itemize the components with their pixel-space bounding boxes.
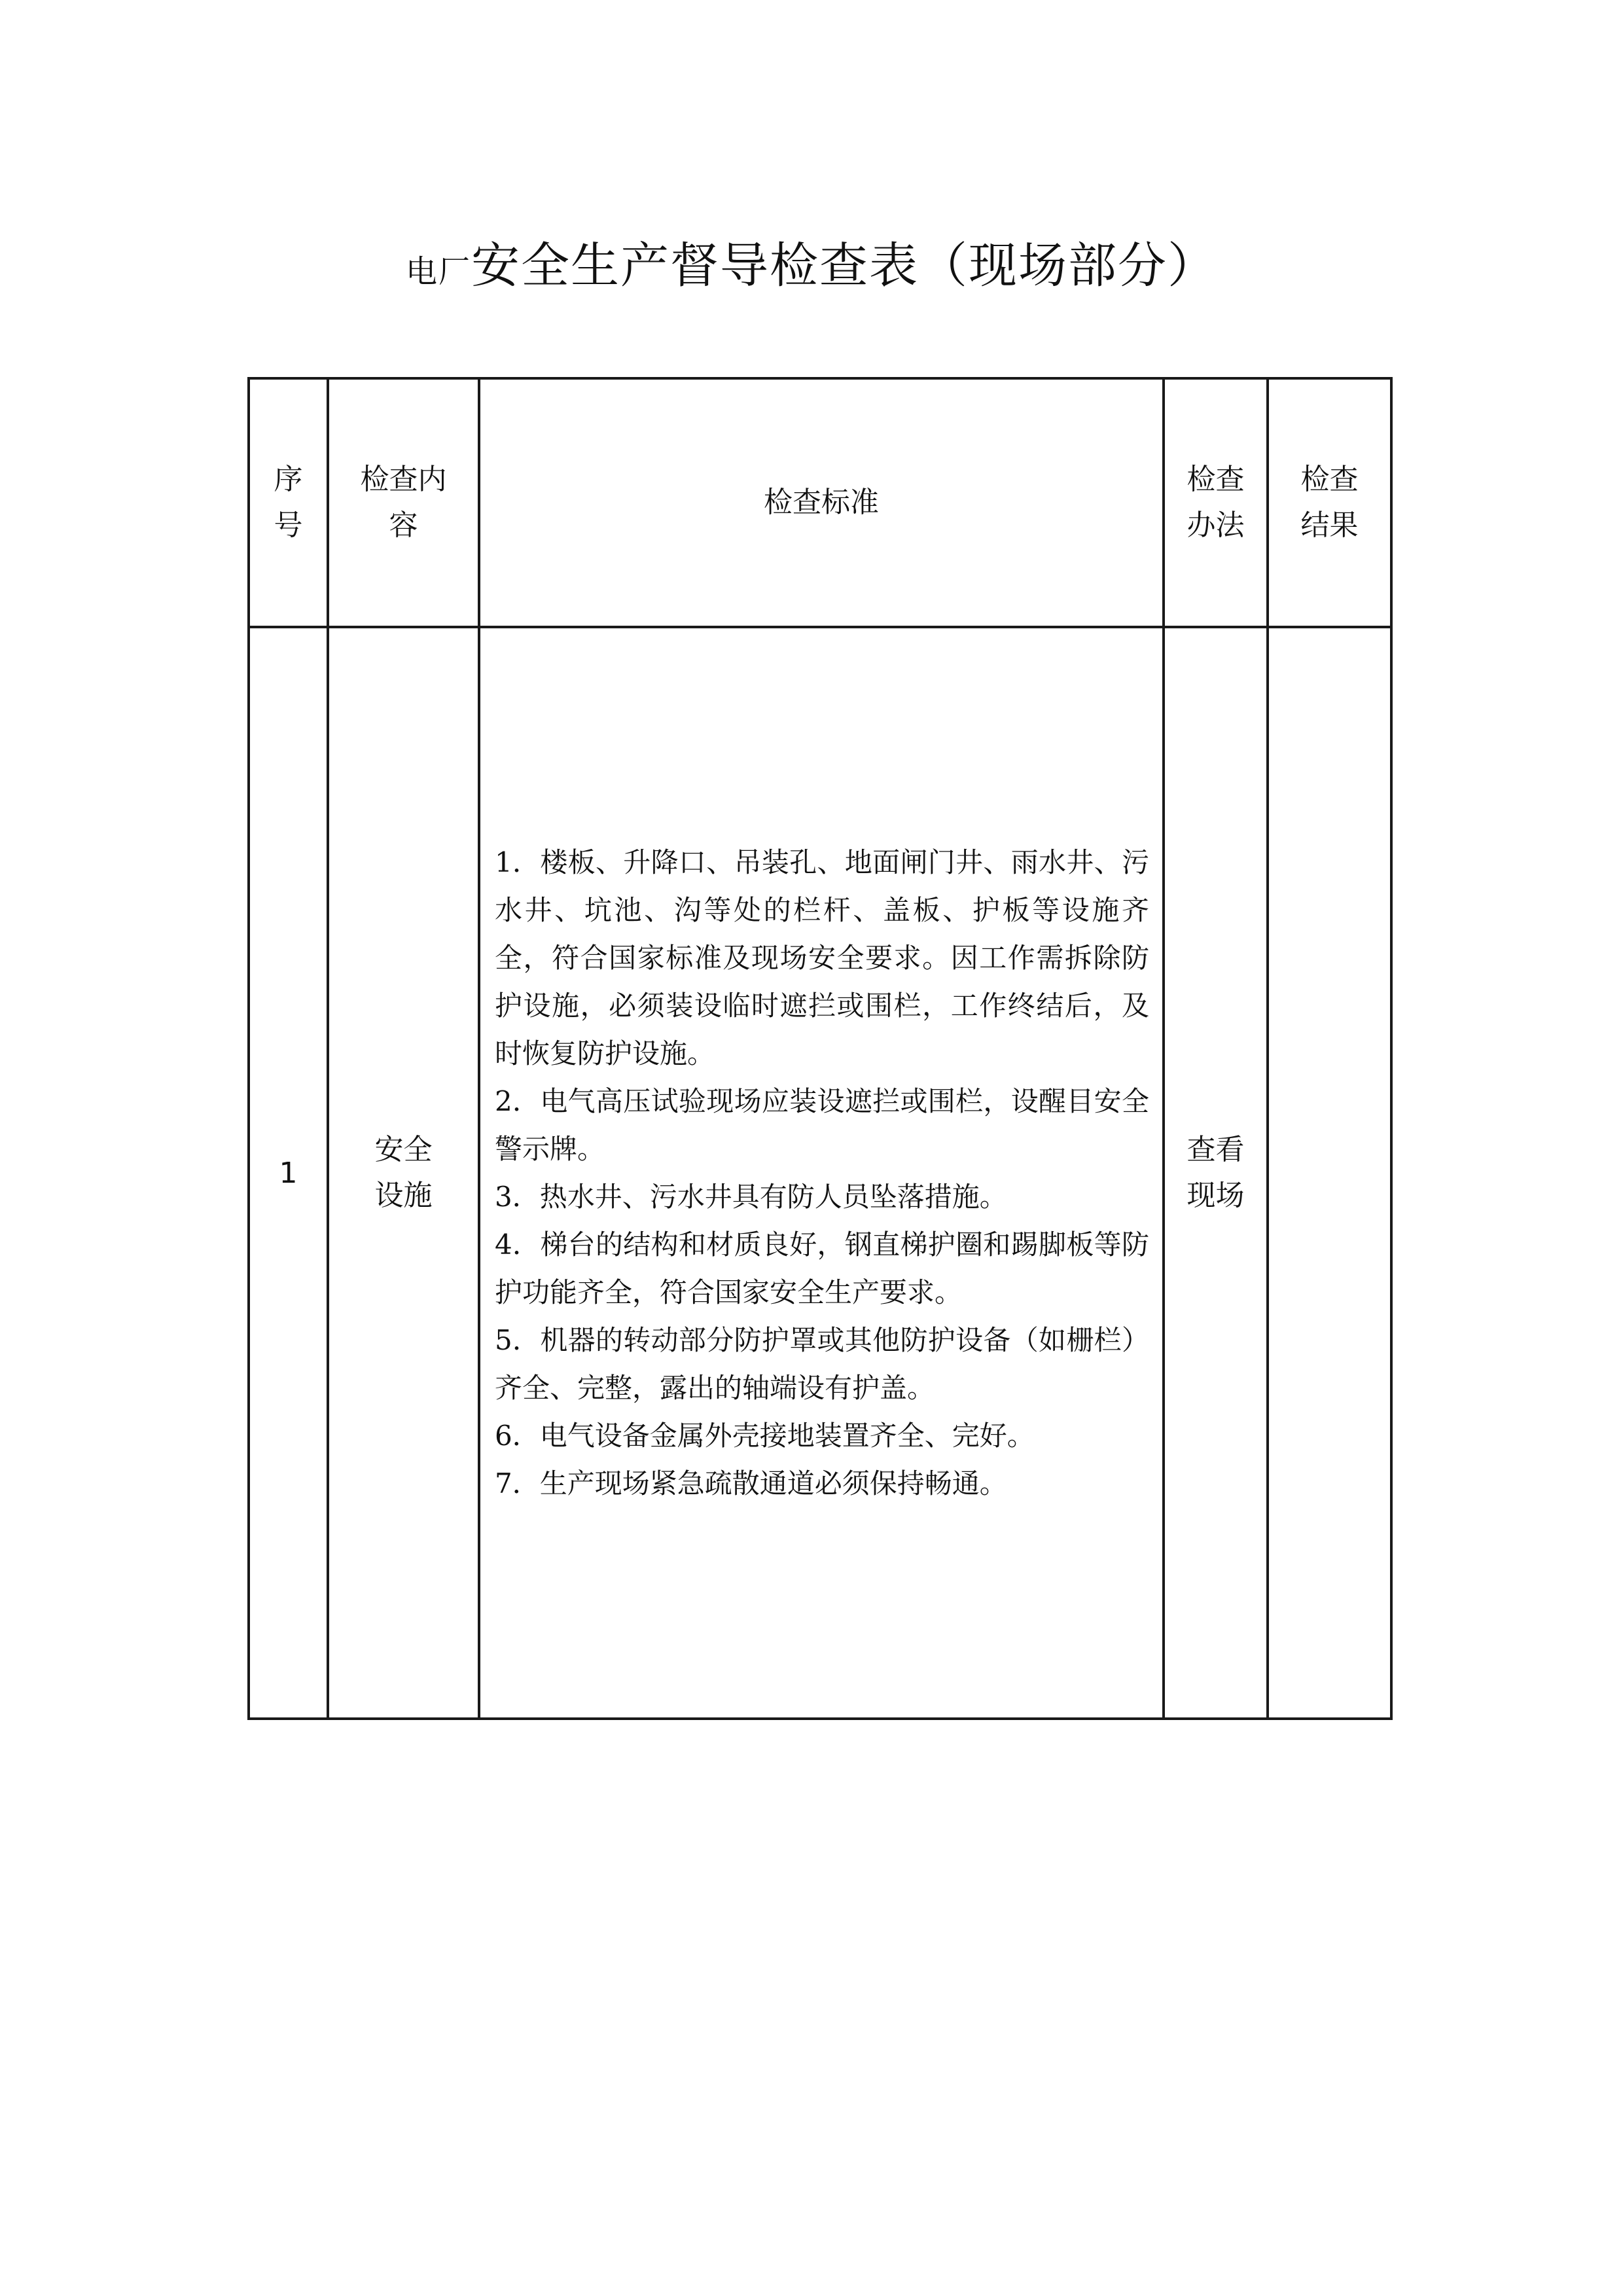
table-row <box>249 627 1391 1719</box>
inspection-table <box>247 377 1393 1720</box>
header-content: 检查内容 <box>328 378 479 627</box>
standard-item: 2．电气高压试验现场应装设遮拦或围栏，设醒目安全警示牌。 <box>495 1085 1149 1165</box>
header-no: 序号 <box>249 378 328 627</box>
row-standard <box>479 627 1164 1719</box>
row-method: 查看现场 <box>1164 627 1268 1719</box>
standard-item: 5．机器的转动部分防护罩或其他防护设备（如栅栏）齐全、完整，露出的轴端设有护盖。 <box>495 1324 1149 1404</box>
table-header-row <box>249 378 1391 627</box>
standard-item: 6．电气设备金属外壳接地装置齐全、完好。 <box>495 1420 1035 1452</box>
row-result <box>1268 627 1391 1719</box>
document-title <box>0 233 1623 304</box>
row-content: 安全设施 <box>328 627 479 1719</box>
standard-item: 1．楼板、升降口、吊装孔、地面闸门井、雨水井、污水井、坑池、沟等处的栏杆、盖板、护板等设施齐全，符合国家标准及现场安全要求。因工作需拆除防护设施，必须装设临时遮拦或围栏，工作终结后，及时恢复防护设施。 <box>495 846 1149 1069</box>
standard-item: 7．生产现场紧急疏散通道必须保持畅通。 <box>495 1467 1007 1499</box>
title-prefix: 电厂 <box>405 253 471 290</box>
standard-list <box>495 838 1149 1507</box>
header-result: 检查结果 <box>1268 378 1391 627</box>
header-method: 检查办法 <box>1164 378 1268 627</box>
row-no: 1 <box>249 627 328 1719</box>
title-main: 安全生产督导检查表（现场部分） <box>471 238 1217 294</box>
standard-item: 4．梯台的结构和材质良好，钢直梯护圈和踢脚板等防护功能齐全，符合国家安全生产要求。 <box>495 1229 1149 1308</box>
standard-item: 3．热水井、污水井具有防人员坠落措施。 <box>495 1181 1007 1213</box>
header-standard: 检查标准 <box>479 378 1164 627</box>
